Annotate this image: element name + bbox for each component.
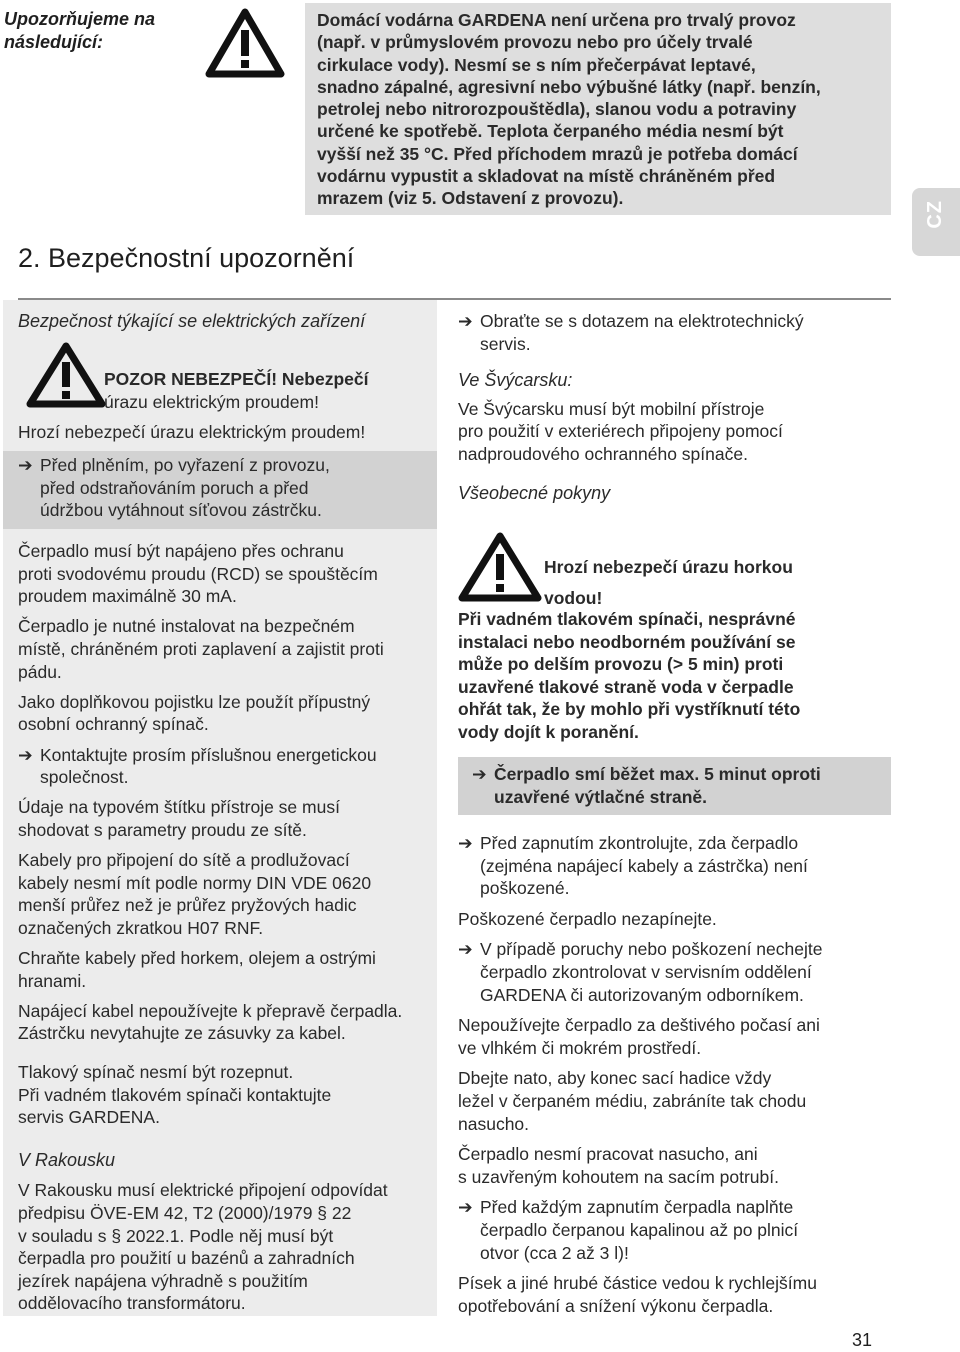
paragraph <box>458 1014 891 1059</box>
paragraph <box>18 1179 443 1315</box>
arrow-instruction <box>458 1196 891 1264</box>
arrow-instruction <box>458 938 891 1006</box>
paragraph <box>18 540 443 608</box>
box-line: údržbou vytáhnout síťovou zástrčku. <box>40 500 322 521</box>
intro-line: vyšší než 35 °C. Před příchodem mrazů je potřeba domácí <box>317 143 798 164</box>
section-title: 2. Bezpečnostní upozornění <box>18 243 355 273</box>
paragraph-line: Při vadném tlakovém spínači, nesprávné <box>458 609 796 629</box>
paragraph <box>18 1000 443 1045</box>
paragraph-line: Zástrčku nevytahujte ze zásuvky za kabel. <box>18 1023 346 1044</box>
arrow-icon: ➔ <box>458 833 473 853</box>
paragraph-line: servis GARDENA. <box>18 1107 160 1128</box>
intro-line: vodárnu vypustit a skladovat na místě chráněném před <box>317 166 776 187</box>
paragraph-line: Dbejte nato, aby konec sací hadice vždy <box>458 1068 772 1089</box>
paragraph-line: Před každým zapnutím čerpadla naplňte <box>480 1197 794 1218</box>
paragraph-line: opotřebování a snížení výkonu čerpadla. <box>458 1295 774 1316</box>
paragraph-line: ve vlhkém či mokrém prostředí. <box>458 1037 702 1058</box>
paragraph-line: Poškozené čerpadlo nezapínejte. <box>458 908 717 929</box>
paragraph <box>18 796 443 841</box>
intro-line: (např. v průmyslovém provozu nebo pro účely trvalé <box>317 32 753 53</box>
paragraph-line: Kabely pro připojení do sítě a prodlužovací <box>18 850 350 871</box>
paragraph-line: proudem maximálně 30 mA. <box>18 586 237 607</box>
switzerland-heading: Ve Švýcarsku: <box>458 370 573 391</box>
paragraph-line: oddělovacího transformátoru. <box>18 1293 246 1314</box>
arrow-instruction <box>18 744 443 789</box>
paragraph-line: Čerpadlo nesmí pracovat nasucho, ani <box>458 1144 758 1165</box>
paragraph-line: uzavřené tlakové straně voda v čerpadle <box>458 676 794 697</box>
paragraph-line: čerpadlo čerpanou kapalinou až po plnicí <box>480 1219 799 1240</box>
left-paragraphs <box>18 540 443 1323</box>
hot-water-line: Hrozí nebezpečí úrazu horkou <box>544 557 793 577</box>
warning-triangle-icon <box>26 342 106 408</box>
paragraph-line: ohřát tak, že by mohlo při vystříknutí této <box>458 699 801 720</box>
paragraph-line: Napájecí kabel nepoužívejte k přepravě čerpadla. <box>18 1000 403 1021</box>
paragraph-line: místě, chráněném proti zaplavení a zajistit proti <box>18 638 384 659</box>
paragraph <box>458 908 891 931</box>
paragraph-line: V případě poruchy nebo poškození nechejte <box>480 939 823 960</box>
paragraph-line: menší průřez než je průřez pryžových hadic <box>18 895 357 916</box>
arrow-icon: ➔ <box>18 744 33 765</box>
intro-line: mrazem (viz 5. Odstavení z provozu). <box>317 188 624 209</box>
paragraph-line: společnost. <box>40 767 129 788</box>
paragraph-line: nasucho. <box>458 1113 530 1134</box>
paragraph-line: Jako doplňkovou pojistku lze použít přípustný <box>18 691 371 712</box>
paragraph-line: Čerpadlo je nutné instalovat na bezpečném <box>18 616 355 637</box>
danger-line-text: úrazu elektrickým proudem! <box>104 391 319 412</box>
paragraph-line: s uzavřeným kohoutem na sacím potrubí. <box>458 1166 779 1187</box>
paragraph <box>18 849 443 939</box>
danger-line-text: POZOR NEBEZPEČÍ! Nebezpečí <box>104 369 369 389</box>
paragraph-line: Čerpadlo musí být napájeno přes ochranu <box>18 541 344 561</box>
paragraph-line: ležel v čerpaném médiu, zabráníte tak chodu <box>458 1090 807 1111</box>
intro-line: petrolej nebo nitrorozpouštědla), slanou vodu a potraviny <box>317 99 797 120</box>
right-paragraphs <box>458 832 891 1325</box>
hot-water-paragraph <box>458 608 891 744</box>
paragraph-line: (zejména napájecí kabely a zástrčka) není <box>480 855 808 876</box>
danger-warning-text <box>104 368 434 413</box>
paragraph-line: V Rakousku musí elektrické připojení odpovídat <box>18 1180 388 1201</box>
arrow-instruction <box>472 763 891 808</box>
intro-line: určené ke spotřebě. Teplota čerpaného média nesmí být <box>317 121 784 142</box>
box-line: Čerpadlo smí běžet max. 5 minut oproti <box>494 764 821 784</box>
box-line: Před plněním, po vyřazení z provozu, <box>40 455 330 475</box>
language-tab <box>912 188 960 256</box>
paragraph <box>18 615 443 683</box>
paragraph-line: Údaje na typovém štítku přístroje se musí <box>18 797 340 818</box>
box-line: před odstraňováním poruch a před <box>40 477 309 498</box>
arrow-icon: ➔ <box>458 311 473 331</box>
paragraph-line: předpisu ÖVE-EM 42, T2 (2000)/1979 § 22 <box>18 1203 352 1223</box>
arrow-instruction <box>458 832 891 900</box>
paragraph-line: poškozené. <box>480 878 570 899</box>
arrow-icon: ➔ <box>458 939 473 960</box>
paragraph-line: pádu. <box>18 661 62 682</box>
danger-line <box>104 391 434 414</box>
paragraph-line: osobní ochranný spínač. <box>18 714 209 735</box>
paragraph-line: Tlakový spínač nesmí být rozepnut. <box>18 1062 294 1083</box>
paragraph-line: nadproudového ochranného spínače. <box>458 443 748 464</box>
shock-hazard-line: Hrozí nebezpečí úrazu elektrickým proudem! <box>18 422 366 442</box>
right-top-block <box>458 310 891 512</box>
intro-notice-box <box>305 3 891 215</box>
hot-water-line: vodou! <box>544 587 603 608</box>
paragraph-line: Kontaktujte prosím příslušnou energetickou <box>40 744 377 765</box>
paragraph-line: shodovat s parametry proudu ze sítě. <box>18 819 307 840</box>
page-number: 31 <box>852 1330 873 1350</box>
austria-heading: V Rakousku <box>18 1149 116 1170</box>
warning-triangle-icon <box>458 532 542 602</box>
paragraph <box>18 947 443 992</box>
paragraph-line: v souladu s § 2022.1. Podle něj musí být <box>18 1225 334 1246</box>
unplug-notice-box <box>3 451 437 529</box>
warning-triangle-icon <box>205 8 285 78</box>
box-line: uzavřené výtlačné straně. <box>494 786 708 807</box>
paragraph-line: Ve Švýcarsku musí být mobilní přístroje <box>458 398 765 419</box>
paragraph <box>458 398 891 466</box>
arrow-instruction <box>458 310 891 355</box>
paragraph-line: čerpadlo zkontrolovat v servisním oddělení <box>480 961 812 982</box>
run-time-notice-box <box>458 757 891 815</box>
paragraph-line: označených zkratkou H07 RNF. <box>18 917 264 938</box>
paragraph <box>18 691 443 736</box>
arrow-instruction <box>18 454 437 522</box>
paragraph-line: Obraťte se s dotazem na elektrotechnický <box>480 311 804 331</box>
paragraph-line: kabely nesmí mít podle normy DIN VDE 0620 <box>18 872 372 893</box>
paragraph-line: pro použití v exteriérech připojeny pomocí <box>458 421 783 442</box>
paragraph-line: Při vadném tlakovém spínači kontaktujte <box>18 1084 332 1105</box>
paragraph-line: Před zapnutím zkontrolujte, zda čerpadlo <box>480 833 799 853</box>
paragraph <box>458 1067 891 1135</box>
language-tab-label: CZ <box>924 200 946 229</box>
paragraph-line: jezírek napájena výhradně s použitím <box>18 1270 308 1291</box>
paragraph-line: GARDENA či autorizovaným odborníkem. <box>480 984 804 1005</box>
paragraph-line: může po delším provozu (> 5 min) proti <box>458 654 784 675</box>
arrow-icon: ➔ <box>472 764 487 784</box>
paragraph-line: proti svodovému proudu (RCD) se spouštěcím <box>18 563 378 584</box>
intro-label: Upozorňujeme na následující: <box>4 9 156 52</box>
paragraph-line: čerpadla pro použití u bazénů a zahradních <box>18 1248 355 1269</box>
paragraph-line: hranami. <box>18 970 87 991</box>
general-instructions-heading: Všeobecné pokyny <box>458 482 611 503</box>
paragraph-line: Písek a jiné hrubé částice vedou k rychlejšímu <box>458 1273 817 1294</box>
paragraph-line: Chraňte kabely před horkem, olejem a ostrými <box>18 948 376 969</box>
paragraph <box>458 1143 891 1188</box>
paragraph-line: vody dojít k poranění. <box>458 721 639 742</box>
paragraph-line: otvor (cca 2 až 3 l)! <box>480 1242 629 1263</box>
arrow-icon: ➔ <box>18 455 33 475</box>
arrow-icon: ➔ <box>458 1197 473 1218</box>
paragraph <box>458 1272 891 1317</box>
electrical-safety-heading: Bezpečnost týkající se elektrických zařízení <box>18 311 366 331</box>
intro-line: snadno zápalné, agresivní nebo výbušné látky (např. benzín, <box>317 76 821 97</box>
paragraph-line: servis. <box>480 333 531 354</box>
danger-line <box>104 368 434 391</box>
paragraph <box>18 1061 443 1129</box>
intro-line: cirkulace vody). Nesmí se s ním přečerpávat leptavé, <box>317 54 756 75</box>
paragraph-line: Nepoužívejte čerpadlo za deštivého počasí ani <box>458 1015 820 1036</box>
intro-line: Domácí vodárna GARDENA není určena pro trvalý provoz <box>317 10 796 30</box>
paragraph-line: instalaci nebo neodborném používání se <box>458 631 796 652</box>
